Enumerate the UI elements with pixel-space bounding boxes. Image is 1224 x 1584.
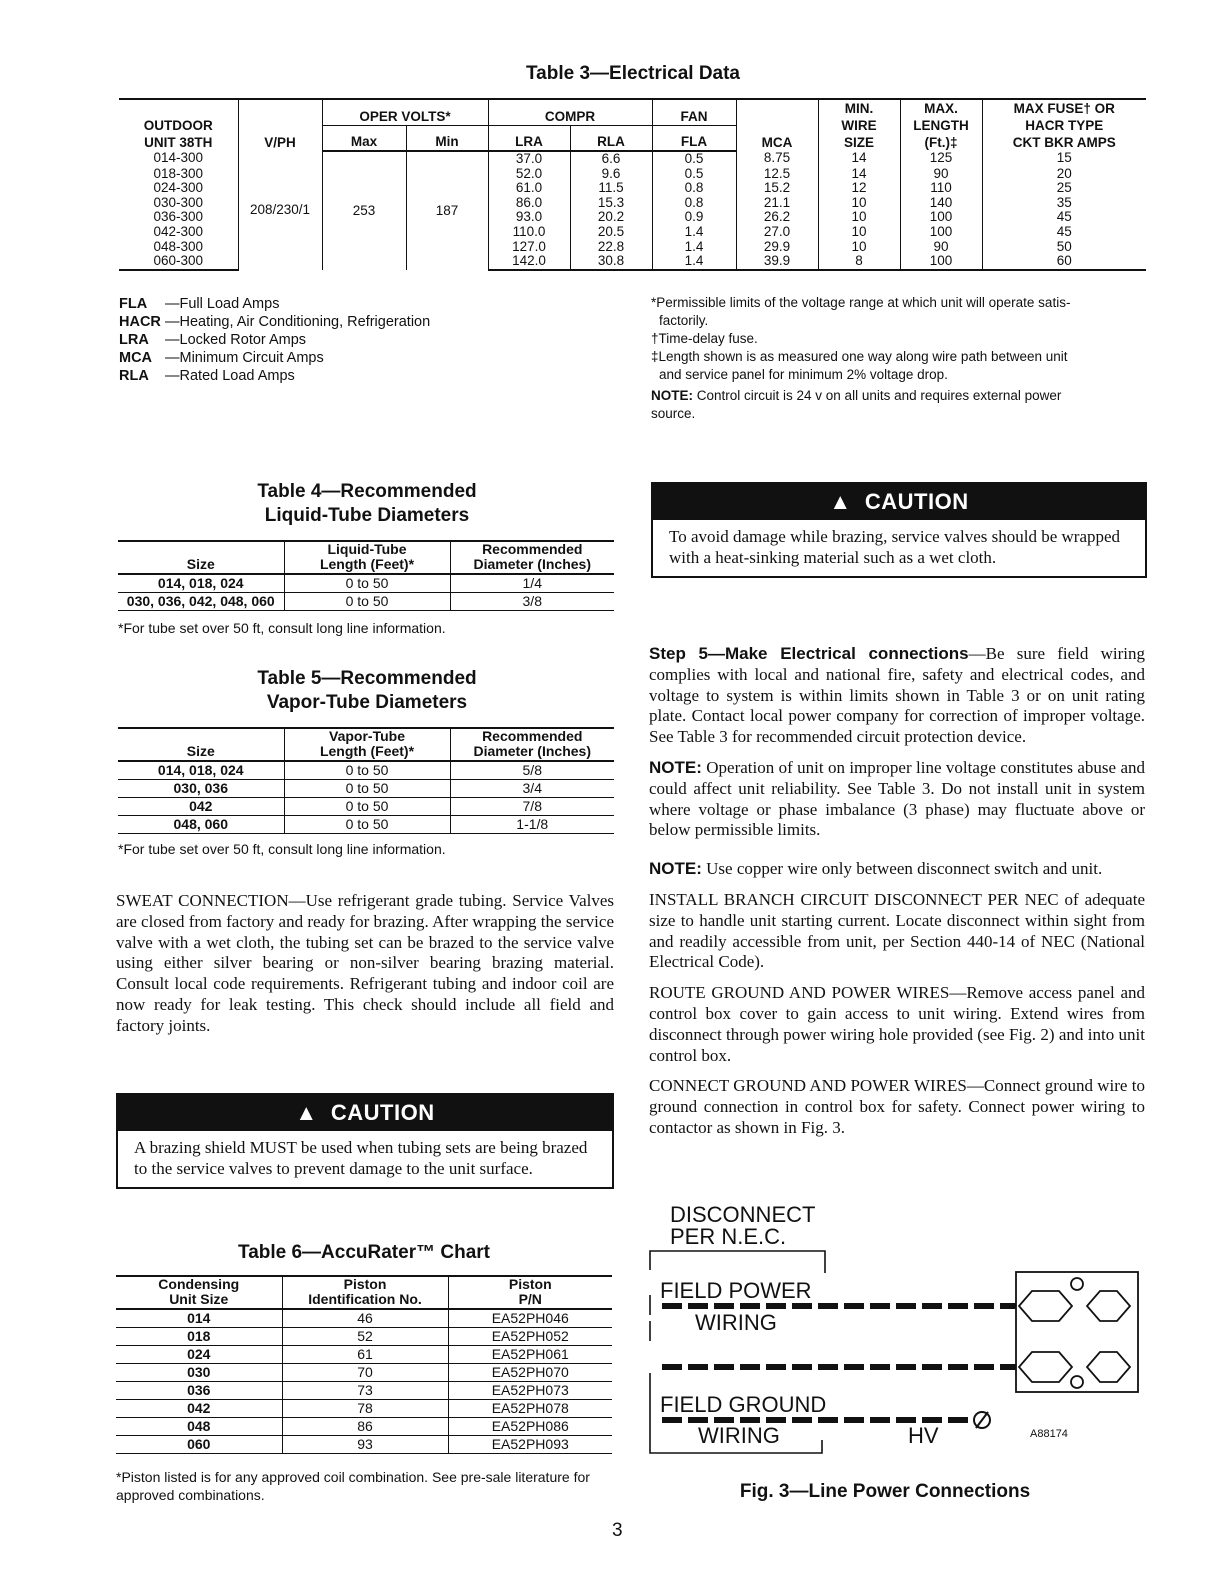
lra-cell: 52.0 <box>488 167 570 182</box>
th-oper-volts: OPER VOLTS* <box>322 99 488 125</box>
table-row <box>118 574 614 593</box>
id-cell: 86 <box>282 1418 448 1436</box>
unit-cell: 018-300 <box>153 165 204 181</box>
note-length-cont: and service panel for minimum 2% voltage drop. <box>659 367 948 382</box>
mca-cell: 8.75 <box>736 151 818 167</box>
unit-cell: 014-300 <box>153 150 204 165</box>
fig-label-disconnect: DISCONNECT <box>670 1202 816 1227</box>
table3-notes <box>651 294 1147 423</box>
dia-cell: 1-1/8 <box>450 816 614 834</box>
length-cell: 100 <box>900 210 982 225</box>
length-cell: 0 to 50 <box>284 798 450 816</box>
length-cell: 0 to 50 <box>284 761 450 780</box>
wire-cell: 14 <box>818 151 900 167</box>
table6-footnote: *Piston listed is for any approved coil combination. See pre-sale literature for approved combinations. <box>116 1469 590 1503</box>
rla-cell: 11.5 <box>570 181 652 196</box>
accurater-table <box>116 1275 612 1454</box>
caution-text: To avoid damage while brazing, service valves should be wrapped with a heat-sinking material such as a wet cloth. <box>669 527 1121 567</box>
fla-cell: 0.8 <box>652 181 736 196</box>
step5-paragraph: Step 5—Make Electrical connections—Be sure field wiring complies with local and national fire, safety and electrical codes, and voltage to system is within limits shown in Table 3 or on unit rating plate. Contact local power company for correction of improper voltage. See Table 3 for recommended circuit protection device. <box>649 644 1145 747</box>
line-power-diagram <box>640 1195 1150 1470</box>
length-cell: 0 to 50 <box>284 593 450 611</box>
t4-h-length: Liquid-Tube Length (Feet)* <box>284 541 450 574</box>
th-vph: V/PH <box>238 99 322 151</box>
th-rla: RLA <box>570 125 652 151</box>
lra-cell: 37.0 <box>488 151 570 167</box>
unit-cell: 060 <box>116 1436 282 1454</box>
unit-cell: 036-300 <box>153 209 204 225</box>
id-cell: 78 <box>282 1400 448 1418</box>
pn-cell: EA52PH061 <box>448 1346 612 1364</box>
wire-cell: 10 <box>818 210 900 225</box>
fla-cell: 1.4 <box>652 240 736 255</box>
warning-icon: ▲ <box>829 489 852 514</box>
dia-cell: 1/4 <box>450 574 614 593</box>
wire-cell: 12 <box>818 181 900 196</box>
legend-item: FLA —Full Load Amps <box>119 296 280 312</box>
unit-cell: 024-300 <box>153 180 204 196</box>
mca-cell: 21.1 <box>736 196 818 211</box>
table-row <box>118 816 614 834</box>
right-column-text <box>649 644 1145 1149</box>
th-length: MAX. LENGTH (Ft.)‡ <box>900 99 982 151</box>
th-min: Min <box>406 125 488 151</box>
caution-brazing-shield <box>116 1093 614 1189</box>
note-control-cont: source. <box>651 406 696 421</box>
table-row <box>116 1382 612 1400</box>
fuse-cell: 45 <box>982 210 1146 225</box>
th-mca: MCA <box>736 99 818 151</box>
th-wire: MIN. WIRE SIZE <box>818 99 900 151</box>
lra-cell: 142.0 <box>488 254 570 270</box>
figure3-caption: Fig. 3—Line Power Connections <box>739 1481 1031 1502</box>
wire-cell: 10 <box>818 240 900 255</box>
caution-service-valves <box>651 482 1147 578</box>
pn-cell: EA52PH046 <box>448 1309 612 1328</box>
t6-h-unit: Condensing Unit Size <box>116 1276 282 1309</box>
note-improper-voltage: NOTE: Operation of unit on improper line voltage constitutes abuse and could affect unit reliability. See Table 3. Do not install unit in system where voltage or phase imbalance (3 phase) may fluctuate above or below permissible limits. <box>649 757 1145 840</box>
lra-cell: 93.0 <box>488 210 570 225</box>
caution-text: A brazing shield MUST be used when tubing sets are being brazed to the service valves to prevent damage to the unit surface. <box>134 1138 588 1178</box>
table-row <box>119 151 1146 167</box>
vapor-tube-table <box>118 727 614 834</box>
unit-cell: 036 <box>116 1382 282 1400</box>
electrical-data-table <box>119 98 1146 271</box>
unit-cell: 018 <box>116 1328 282 1346</box>
max-cell: 253 <box>322 151 406 270</box>
t5-h-length: Vapor-Tube Length (Feet)* <box>284 728 450 761</box>
fig-code: A88174 <box>1030 1428 1068 1440</box>
rla-cell: 6.6 <box>570 151 652 167</box>
wire-cell: 10 <box>818 225 900 240</box>
fig-label-field-ground: FIELD GROUND <box>660 1392 827 1417</box>
id-cell: 73 <box>282 1382 448 1400</box>
t5-h-size: Size <box>118 728 284 761</box>
unit-cell: 024 <box>116 1346 282 1364</box>
rla-cell: 15.3 <box>570 196 652 211</box>
length-cell: 0 to 50 <box>284 780 450 798</box>
table-row <box>116 1400 612 1418</box>
mca-cell: 15.2 <box>736 181 818 196</box>
th-fla: FLA <box>652 125 736 151</box>
sweat-connection-paragraph: SWEAT CONNECTION—Use refrigerant grade tubing. Service Valves are closed from factory and ready for brazing. After wrapping the service valve with a wet cloth, the tubing set can be brazed to the service valve using either silver bearing or non-silver bearing brazing material. Consult local code requirements. Refrigerant tubing and indoor coil are now ready for leak testing. This check should include all field and factory joints. <box>116 891 614 1035</box>
min-cell: 187 <box>406 151 488 270</box>
wire-cell: 14 <box>818 167 900 182</box>
rla-cell: 20.2 <box>570 210 652 225</box>
table4-footnote: *For tube set over 50 ft, consult long line information. <box>118 620 446 636</box>
unit-cell: 030-300 <box>153 194 204 210</box>
t4-h-size: Size <box>118 541 284 574</box>
id-cell: 70 <box>282 1364 448 1382</box>
table-row <box>116 1346 612 1364</box>
unit-cell: 042-300 <box>153 223 204 239</box>
id-cell: 93 <box>282 1436 448 1454</box>
table-row <box>118 593 614 611</box>
length-cell: 100 <box>900 254 982 270</box>
length-cell: 100 <box>900 225 982 240</box>
table-row <box>118 798 614 816</box>
length-cell: 90 <box>900 167 982 182</box>
unit-cell: 060-300 <box>119 254 238 270</box>
t6-h-id: Piston Identification No. <box>282 1276 448 1309</box>
fig-label-wiring-ground: WIRING <box>698 1423 780 1448</box>
pn-cell: EA52PH078 <box>448 1400 612 1418</box>
table-row <box>116 1364 612 1382</box>
th-max: Max <box>322 125 406 151</box>
route-wires-paragraph: ROUTE GROUND AND POWER WIRES—Remove access panel and control box cover to gain access to unit wiring. Extend wires from disconnect through power wiring hole provided (see Fig. 2) and into unit control box. <box>649 983 1145 1065</box>
lra-cell: 110.0 <box>488 225 570 240</box>
th-compr: COMPR <box>488 99 652 125</box>
size-cell: 014, 018, 024 <box>118 761 284 780</box>
size-cell: 014, 018, 024 <box>118 574 284 593</box>
fuse-cell: 20 <box>982 167 1146 182</box>
note-control: NOTE: Control circuit is 24 v on all units and requires external power <box>651 388 1062 403</box>
fuse-cell: 50 <box>982 240 1146 255</box>
fla-cell: 0.9 <box>652 210 736 225</box>
th-outdoor: OUTDOOR UNIT 38TH <box>119 99 238 151</box>
length-cell: 110 <box>900 181 982 196</box>
th-fan: FAN <box>652 99 736 125</box>
lra-cell: 86.0 <box>488 196 570 211</box>
unit-cell: 048 <box>116 1418 282 1436</box>
mca-cell: 29.9 <box>736 240 818 255</box>
fla-cell: 1.4 <box>652 225 736 240</box>
rla-cell: 20.5 <box>570 225 652 240</box>
fig-label-nec: PER N.E.C. <box>670 1224 787 1249</box>
fuse-cell: 60 <box>982 254 1146 270</box>
t4-h-dia: Recommended Diameter (Inches) <box>450 541 614 574</box>
legend-item: RLA —Rated Load Amps <box>119 368 295 384</box>
id-cell: 61 <box>282 1346 448 1364</box>
table-row <box>118 761 614 780</box>
fla-cell: 0.5 <box>652 167 736 182</box>
table-row <box>116 1436 612 1454</box>
pn-cell: EA52PH070 <box>448 1364 612 1382</box>
wire-cell: 10 <box>818 196 900 211</box>
rla-cell: 30.8 <box>570 254 652 270</box>
pn-cell: EA52PH093 <box>448 1436 612 1454</box>
length-cell: 140 <box>900 196 982 211</box>
unit-cell: 048-300 <box>153 238 204 254</box>
t5-h-dia: Recommended Diameter (Inches) <box>450 728 614 761</box>
mca-cell: 26.2 <box>736 210 818 225</box>
table5-title: Table 5—Recommended Vapor-Tube Diameters <box>257 668 477 713</box>
id-cell: 52 <box>282 1328 448 1346</box>
note-fuse: †Time-delay fuse. <box>651 331 758 346</box>
note-voltage: *Permissible limits of the voltage range at which unit will operate satis- <box>651 295 1071 310</box>
vph-cell: 208/230/1 <box>238 151 322 270</box>
pn-cell: EA52PH073 <box>448 1382 612 1400</box>
table4-title: Table 4—Recommended Liquid-Tube Diameters <box>257 481 477 526</box>
abbreviation-legend <box>119 295 619 385</box>
connect-wires-paragraph: CONNECT GROUND AND POWER WIRES—Connect ground wire to ground connection in control box for safety. Connect power wiring to contactor as shown in Fig. 3. <box>649 1076 1145 1137</box>
mca-cell: 12.5 <box>736 167 818 182</box>
install-disconnect-paragraph: INSTALL BRANCH CIRCUIT DISCONNECT PER NEC of adequate size to handle unit starting current. Locate disconnect within sight from and readily accessible from unit, per Section 440-14 of NEC (National Electrical Code). <box>649 889 1145 972</box>
length-cell: 90 <box>900 240 982 255</box>
length-cell: 125 <box>900 151 982 167</box>
rla-cell: 9.6 <box>570 167 652 182</box>
lra-cell: 127.0 <box>488 240 570 255</box>
table6-title: Table 6—AccuRater™ Chart <box>238 1242 490 1263</box>
size-cell: 042 <box>118 798 284 816</box>
id-cell: 46 <box>282 1309 448 1328</box>
size-cell: 030, 036 <box>118 780 284 798</box>
dia-cell: 3/8 <box>450 593 614 611</box>
note-voltage-cont: factorily. <box>659 313 709 328</box>
size-cell: 048, 060 <box>118 816 284 834</box>
fuse-cell: 25 <box>982 181 1146 196</box>
note-copper-wire: NOTE: Use copper wire only between disconnect switch and unit. <box>649 859 1103 879</box>
table5-footnote: *For tube set over 50 ft, consult long line information. <box>118 841 446 857</box>
dia-cell: 7/8 <box>450 798 614 816</box>
pn-cell: EA52PH086 <box>448 1418 612 1436</box>
fig-label-hv: HV <box>908 1423 939 1448</box>
th-fuse: MAX FUSE† OR HACR TYPE CKT BKR AMPS <box>982 99 1146 151</box>
dia-cell: 5/8 <box>450 761 614 780</box>
legend-item: HACR —Heating, Air Conditioning, Refrigeration <box>119 314 431 330</box>
caution-header: ▲ CAUTION <box>653 484 1145 520</box>
fla-cell: 0.5 <box>652 151 736 167</box>
wire-cell: 8 <box>818 254 900 270</box>
dia-cell: 3/4 <box>450 780 614 798</box>
table-row <box>116 1328 612 1346</box>
rla-cell: 22.8 <box>570 240 652 255</box>
size-cell: 030, 036, 042, 048, 060 <box>118 593 284 611</box>
unit-cell: 030 <box>116 1364 282 1382</box>
t6-h-pn: Piston P/N <box>448 1276 612 1309</box>
lra-cell: 61.0 <box>488 181 570 196</box>
ground-terminal-icon <box>974 1412 990 1428</box>
contactor-icon <box>1016 1272 1138 1392</box>
fuse-cell: 35 <box>982 196 1146 211</box>
length-cell: 0 to 50 <box>284 816 450 834</box>
length-cell: 0 to 50 <box>284 574 450 593</box>
table-row <box>116 1418 612 1436</box>
fig-label-field-power: FIELD POWER <box>660 1278 812 1303</box>
th-lra: LRA <box>488 125 570 151</box>
fuse-cell: 15 <box>982 151 1146 167</box>
mca-cell: 39.9 <box>736 254 818 270</box>
pn-cell: EA52PH052 <box>448 1328 612 1346</box>
table-row <box>116 1309 612 1328</box>
legend-item: MCA —Minimum Circuit Amps <box>119 350 324 366</box>
legend-item: LRA —Locked Rotor Amps <box>119 332 307 348</box>
fla-cell: 0.8 <box>652 196 736 211</box>
page-number: 3 <box>612 1520 623 1541</box>
table3-title: Table 3—Electrical Data <box>525 63 741 84</box>
caution-header: ▲ CAUTION <box>118 1095 612 1131</box>
liquid-tube-table <box>118 540 614 611</box>
warning-icon: ▲ <box>295 1100 318 1125</box>
fuse-cell: 45 <box>982 225 1146 240</box>
table-row <box>118 780 614 798</box>
mca-cell: 27.0 <box>736 225 818 240</box>
fig-label-wiring-power: WIRING <box>695 1310 777 1335</box>
fla-cell: 1.4 <box>652 254 736 270</box>
unit-cell: 014 <box>116 1309 282 1328</box>
note-length: ‡Length shown is as measured one way along wire path between unit <box>651 349 1068 364</box>
unit-cell: 042 <box>116 1400 282 1418</box>
